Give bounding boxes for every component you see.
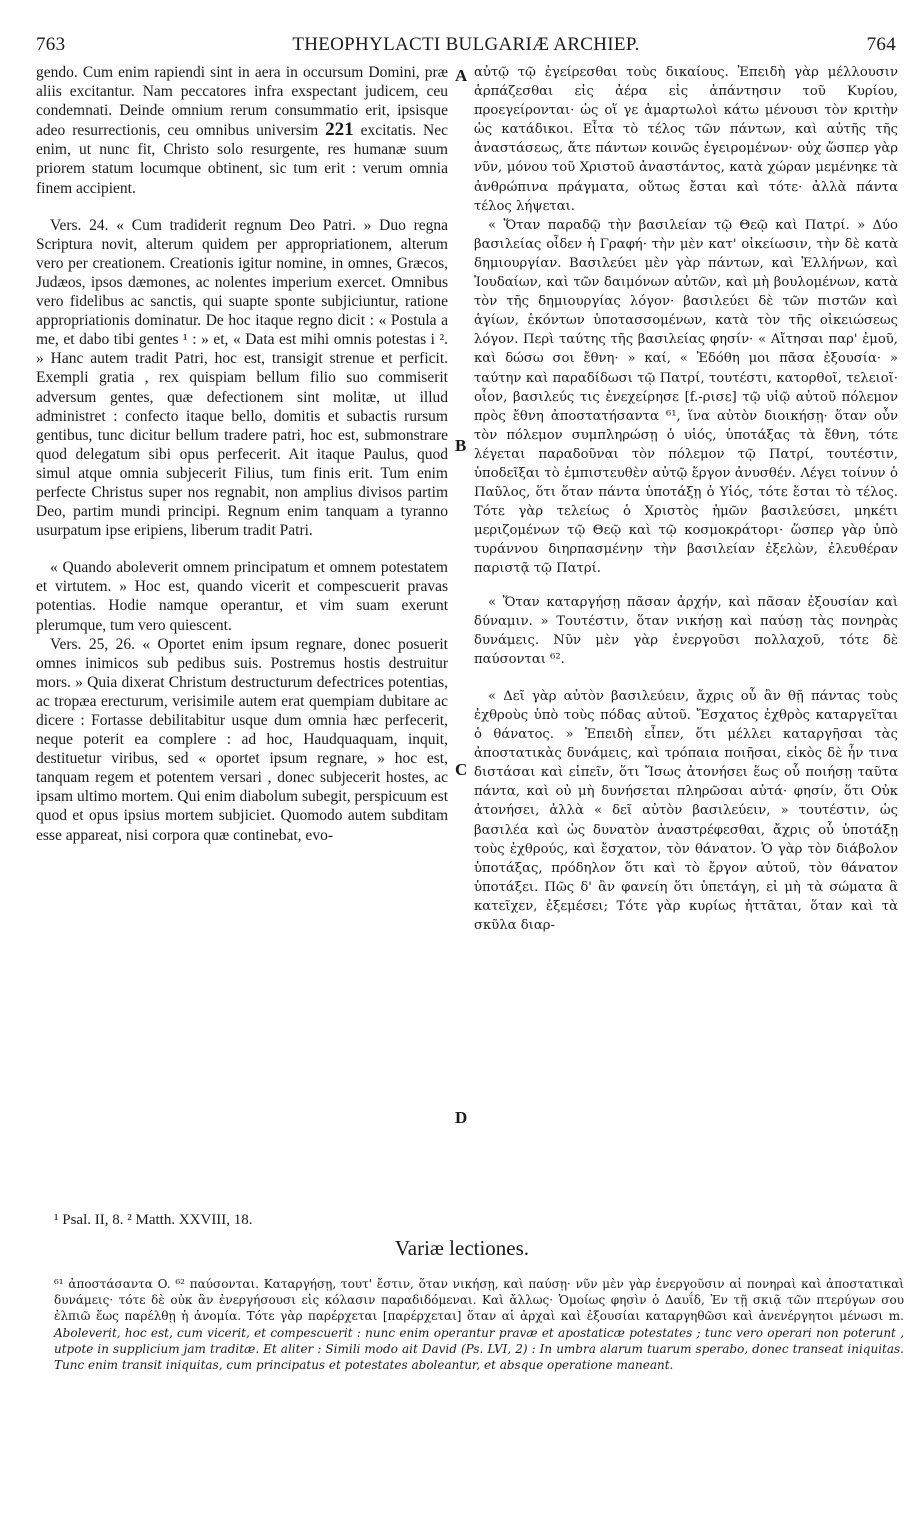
variae-latin: Aboleverit, hoc est, cum vicerit, et compescuerit : nunc enim operantur pravæ et apostaticæ potestates ; tunc vero operari non poterunt , utpote in supplicium jam traditæ. Et aliter : Simili modo ait David (Ps. LVI, 2) : In umbra alarum tuarum sperabo, donec transeat iniquitas. Tunc enim transit iniquitas, cum principatus et potestates aboleantur, et absque operatione maneant. <box>54 1325 904 1373</box>
section-marker-b: B <box>455 436 467 455</box>
latin-paragraph-4: Vers. 25, 26. « Oportet enim ipsum regnare, donec posuerit omnes inimicos sub pedibus suis. Postremus hostis destruitur mors. » Quia dixerat Christum destructurum defectrices potentias, ac tropæa erecturum, verisimile autem erat quempiam dubitare ac dicere : Fortasse debilitabitur usque dum omnia hæc perfecerit, neque poterit ea complere : ad hoc, Haudquaquam, inquit, destituetur viribus, sed « oportet ipsum regnare, » hoc est, tanquam regem et potentem versari , donec subjecerit hostes, ac ipsam ultimo mortem. Qui enim diabolum subegit, perspicuum est quod et opus ipsius mortem subjiciet. Quomodo autem subditam esse appareat, nisi corpora quæ continebat, evo- <box>36 635 448 844</box>
latin-paragraph-2: Vers. 24. « Cum tradiderit regnum Deo Patri. » Duo regna Scriptura novit, alterum quidem per appropriationem, alterum vero per creationem. Creationis igitur nomine, in omnes, Græcos, Judæos, ipsos dæmones, ac nolentes imperium exercet. Omnibus vero fidelibus ac sanctis, qui suapte sponte subjiciuntur, ratione appropriationis dominatur. De hoc itaque regno dicit : « Postula a me, et dabo tibi gentes ¹ : » et, « Data est mihi omnis potestas i ². » Hanc autem tradit Patri, hoc est, transigit strenue et perficit. Exempli gratia , rex quispiam bellum filio suo commiserit adversum gentes, quæ defectionem sint molitæ, ut illud administret : confecto itaque bello, domitis et subactis rursum gentibus, tunc dicitur bellum tradere patri, hoc est, submonstrare quod delegatum sibi opus perfecerit. Ait itaque Paulus, quod simul atque omnia subjecerit Filius, tum finis erit. Tum enim perfecte Christus super nos regnabit, non amplius divisos partim Deo, partim mundi principi. Regnum enim tanquam a tyranno usurpatum ipse eripiens, liberum tradit Patri. <box>36 216 448 540</box>
running-header <box>36 34 896 60</box>
section-marker-a: A <box>455 66 468 85</box>
greek-paragraph-1: αὐτῷ τῷ ἐγείρεσθαι τοὺς δικαίους. Ἐπειδὴ γὰρ μέλλουσιν ἁρπάζεσθαι εἰς ἀέρα εἰς ἀπάντησιν τοῦ Κυρίου, προεγείρονται· ὡς οἵ γε ἁμαρτωλοὶ κάτω μένουσι τὸν κριτὴν ὡς κατάδικοι. Εἶτα τὸ τέλος τῶν πάντων, καὶ αὐτῆς τῆς ἀναστάσεως, ἅτε πάντων κοινῶς ἐγειρομένων· οὐχ ὥσπερ γὰρ νῦν, μόνου τοῦ Χριστοῦ ἀναστάντος, κατὰ χώραν μεμένηκε τὰ ἀνθρώπινα πράγματα, οὕτως ἔσται καὶ τότε· ἀλλὰ πάντα τέλος λήψεται. <box>474 65 898 214</box>
section-marker-d: D <box>455 1108 468 1127</box>
latin-text: gendo. Cum enim rapiendi sint in aera in occursum Domini, præ aliis excitantur. Nam peccatores infra exspectant judicem, ceu condemnati. Deinde omnium rerum consummatio erit, ipsisque adeo resurrectionis, ceu omnibus universim <box>36 64 448 140</box>
section-marker-c: C <box>455 760 468 779</box>
greek-paragraph-2: « Ὅταν παραδῷ τὴν βασιλείαν τῷ Θεῷ καὶ Πατρί. » Δύο βασιλείας οἶδεν ἡ Γραφή· τὴν μὲν κατ' οἰκείωσιν, τὴν δὲ κατὰ δημιουργίαν. Βασιλεύει μὲν γὰρ πάντων, καὶ Ἑλλήνων, καὶ Ἰουδαίων, καὶ τῶν δαιμόνων αὐτῶν, καὶ μὴ βουλομένων, κατὰ τὸν τῆς δημιουργίας λόγον· βασιλεύει δὲ τῶν πιστῶν καὶ ἁγίων, ἑκόντων ὑποτασσομένων, κατὰ τὸν τῆς οἰκειώσεως λόγον. Περὶ ταύτης τῆς βασιλείας φησίν· « Αἴτησαι παρ' ἐμοῦ, καὶ δώσω σοι ἔθνη· » καί, « Ἐδόθη μοι πᾶσα ἐξουσία· » ταύτην καὶ παραδίδωσι τῷ Πατρί, τουτέστι, κατορθοῖ, τελειοῖ· οἷον, βασιλεύς τις ἐνεχείρησε [f.-ρισε] τῷ υἱῷ αὐτοῦ πόλεμον πρὸς ἔθνη ἀποστατήσαντα ⁶¹, ἵνα αὐτὸν διοικήσῃ· ὅταν οὖν τὸν πόλεμον συμπληρώσῃ ὁ υἱός, ὑποτάξας τὰ ἔθνη, τότε λέγεται παραδοῦναι τὸν πόλεμον τῷ Πατρί, τουτέστιν, ὑποδεῖξαι τὸ ἐμπιστευθὲν αὐτῷ ἔργον ἀνυσθέν. Λέγει τοίνυν ὁ Παῦλος, ὅτι ὅταν πάντα ὑποτάξῃ ὁ Υἱός, τότε ἔσται τὸ τέλος. Τότε γὰρ τελείως ὁ Χριστὸς ἡμῶν βασιλεύσει, μηκέτι μεριζομένων τῷ Θεῷ καὶ τῷ κοσμοκράτορι· ὥσπερ γὰρ ὑπὸ τυράννου διηρπασμένην τὴν βασιλείαν ἐξελὼν, ἐλευθέραν παριστᾷ τῷ Πατρί. <box>474 217 898 577</box>
greek-column <box>474 63 898 935</box>
page-number-left: 763 <box>36 34 66 55</box>
greek-paragraph-3: « Ὅταν καταργήσῃ πᾶσαν ἀρχήν, καὶ πᾶσαν ἐξουσίαν καὶ δύναμιν. » Τουτέστιν, ὅταν νικήσῃ καὶ παύσῃ τὰς πονηρὰς δυνάμεις. Νῦν μὲν γὰρ ἐνεργοῦσι πολλαχοῦ, τότε δὲ παύσονται ⁶². <box>474 594 898 667</box>
latin-paragraph-1 <box>36 63 448 198</box>
latin-paragraph-3: « Quando aboleverit omnem principatum et omnem potestatem et virtutem. » Hoc est, quando vicerit et compescuerit pravas potentias. Hodie namque operantur, et vim suam exerunt plerumque, tum vero quiescent. <box>36 559 448 634</box>
footnotes: ¹ Psal. II, 8. ² Matth. XXVIII, 18. <box>54 1212 253 1228</box>
variae-lectiones <box>54 1276 904 1373</box>
variae-title: Variæ lectiones. <box>394 1236 530 1260</box>
column-number: 221 <box>325 119 354 141</box>
greek-paragraph-4: « Δεῖ γὰρ αὐτὸν βασιλεύειν, ἄχρις οὗ ἂν θῇ πάντας τοὺς ἐχθροὺς ὑπὸ τοὺς πόδας αὐτοῦ. Ἔσχατος ἐχθρὸς καταργεῖται ὁ θάνατος. » Ἐπειδὴ εἶπεν, ὅτι μέλλει καταργῆσαι τὰς ἀποστατικὰς δυνάμεις, καὶ τρόπαια ποιῆσαι, εἰκὸς δὲ ἦν τινα διστάσαι καὶ εἰπεῖν, ὅτι Ἴσως ἀτονήσει ἕως οὗ ποιήσῃ ταῦτα πάντα, καὶ οὐ μὴ δυνήσεται πληρῶσαι αὐτά· φησίν, ὅτι Οὐκ ἀτονήσει, ἀλλὰ « δεῖ αὐτὸν βασιλεύειν, » τουτέστιν, ὡς βασιλέα καὶ ὡς δυνατὸν ἀναστρέφεσθαι, ἄχρις οὗ ὑποτάξῃ τοὺς ἐχθρούς, καὶ ἔσχατον, τὸν θάνατον. Ὁ γὰρ τὸν διάβολον ὑποτάξας, πρόδηλον ὅτι καὶ τὸ ἔργον αὐτοῦ, τὸν θάνατον ὑποτάξει. Πῶς δ' ἂν φανείη ὅτι ὑπετάγη, εἰ μὴ τὰ σώματα ἃ κατεῖχεν, ἐξεμέσει; Τότε γὰρ κυρίως ἡττᾶται, ὅταν καὶ τὰ σκῦλα διαρ- <box>474 688 898 934</box>
running-title: THEOPHYLACTI BULGARIÆ ARCHIEP. <box>292 34 640 55</box>
variae-greek: ⁶¹ ἀποστάσαντα O. ⁶² παύσονται. Καταργήσῃ, τουτ' ἔστιν, ὅταν νικήσῃ, καὶ παύσῃ· νῦν μὲν γὰρ ἐνεργοῦσιν αἱ πονηραὶ καὶ ἀποστατικαὶ δυνάμεις· τότε δὲ οὐκ ἂν ἐνεργήσουσι εἰς κόλασιν παραδιδόμεναι. Καὶ ἄλλως· Ὁμοίως φησὶν ὁ Δαυΐδ, Ἐν τῇ σκιᾷ τῶν πτερύγων σου ἐλπιῶ ἕως παρέλθῃ ἡ ἀνομία. Τότε γὰρ παρέρχεται [παρέρχεται] ὅταν αἱ ἀρχαὶ καὶ ἐξουσίαι καταργηθῶσι καὶ ἀνενέργητοι μένωσι m. <box>54 1277 904 1324</box>
latin-text: excitatis. Nec enim, ut nunc fit, Christo solo resurgente, res humanæ suum priorem statum locumque obtinent, sic tum erit : verum omnia finem accipient. <box>36 122 449 197</box>
latin-column <box>36 63 448 845</box>
page-number-right: 764 <box>866 34 896 55</box>
